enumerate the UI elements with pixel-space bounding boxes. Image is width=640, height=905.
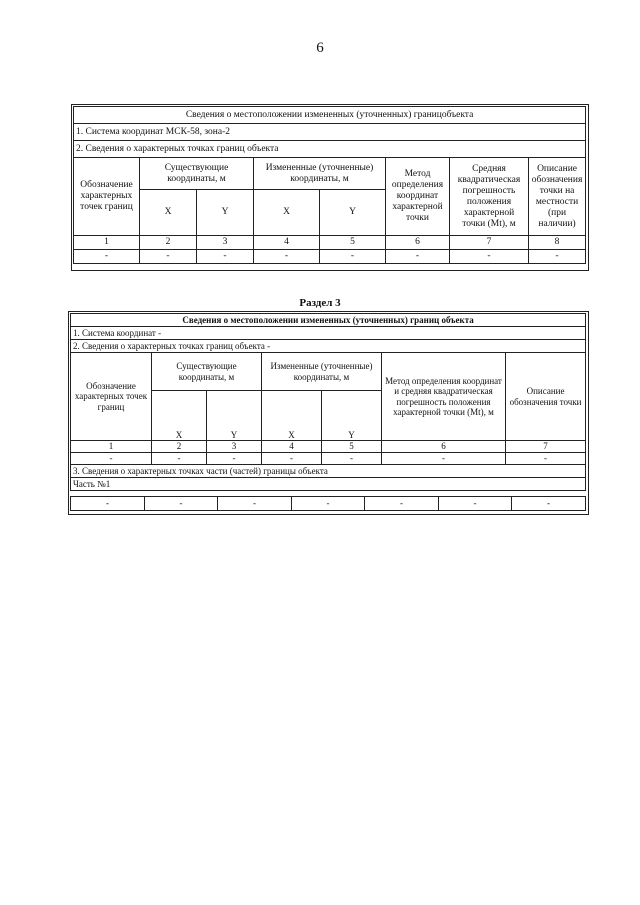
table2-cell: -: [71, 453, 152, 465]
table2-cell: -: [152, 453, 207, 465]
table2-part-cell: -: [439, 497, 512, 511]
table2-num: 6: [382, 441, 506, 453]
section-title: Раздел 3: [299, 297, 341, 309]
table1-num: 5: [320, 236, 386, 250]
table2-cell: -: [382, 453, 506, 465]
table1-cell: -: [74, 250, 140, 264]
table1-num: 3: [197, 236, 254, 250]
table2-row-parts: 3. Сведения о характерных точках части (частей) границы объекта: [71, 465, 586, 478]
table1-cell: -: [254, 250, 320, 264]
table1-header-changed: Измененные (уточненные) координаты, м: [254, 158, 386, 190]
table2-num: 2: [152, 441, 207, 453]
table2-header-designation: Обозначение характерных точек границ: [71, 353, 152, 441]
table2-title: Сведения о местоположении измененных (уточненных) границ объекта: [71, 314, 586, 327]
table2-part-cell: -: [145, 497, 218, 511]
table1-header-x-changed: X: [254, 190, 320, 236]
table2-row-coord-system: 1. Система координат -: [71, 327, 586, 340]
table1-header-description: Описание обозначения точки на местности (при наличии): [529, 158, 586, 236]
table2-num: 4: [262, 441, 322, 453]
table2-header-y-changed: Y: [322, 391, 382, 441]
table1-title: Сведения о местоположении измененных (уточненных) границобъекта: [74, 107, 586, 124]
table1-row-points: 2. Сведения о характерных точках границ объекта: [74, 141, 586, 158]
table1-num: 8: [529, 236, 586, 250]
table2-part-cell: -: [218, 497, 292, 511]
table1-cell: -: [140, 250, 197, 264]
table2-header-description: Описание обозначения точки: [506, 353, 586, 441]
table1-num: 1: [74, 236, 140, 250]
table2-header-existing: Существующие координаты, м: [152, 353, 262, 391]
table1-header-existing: Существующие координаты, м: [140, 158, 254, 190]
table2-row-part-label: Часть №1: [71, 478, 586, 491]
table1-num: 4: [254, 236, 320, 250]
table2-cell: -: [207, 453, 262, 465]
table2-num: 3: [207, 441, 262, 453]
table2-row-points: 2. Сведения о характерных точках границ объекта -: [71, 340, 586, 353]
table2-num: 5: [322, 441, 382, 453]
table2-header-x-existing: X: [152, 391, 207, 441]
table1-header-y-existing: Y: [197, 190, 254, 236]
table1-num: 6: [386, 236, 450, 250]
table2-header-method: Метод определения координат и средняя квадратическая погрешность положения характерной точки (Mt), м: [382, 353, 506, 441]
table2-num: 1: [71, 441, 152, 453]
table2-header-x-changed: X: [262, 391, 322, 441]
page-number: 6: [316, 40, 324, 56]
table2-cell: -: [262, 453, 322, 465]
table1-header-x-existing: X: [140, 190, 197, 236]
table1: [73, 106, 586, 264]
table1-cell: -: [386, 250, 450, 264]
table1-cell: -: [450, 250, 529, 264]
table2-header-y-existing: Y: [207, 391, 262, 441]
table2-part-cell: -: [292, 497, 365, 511]
table1-cell: -: [529, 250, 586, 264]
table1-num: 2: [140, 236, 197, 250]
table2-cell: -: [322, 453, 382, 465]
table2-part-cell: -: [71, 497, 145, 511]
table2-part-cell: -: [365, 497, 439, 511]
table1-row-coord-system: 1. Система координат МСК-58, зона-2: [74, 124, 586, 141]
table1-header-designation: Обозначение характерных точек границ: [74, 158, 140, 236]
table1-header-method: Метод определения координат характерной точки: [386, 158, 450, 236]
table2: [70, 313, 586, 491]
table2-part-cell: -: [512, 497, 586, 511]
table2-cell: -: [506, 453, 586, 465]
table2-num: 7: [506, 441, 586, 453]
table1-cell: -: [320, 250, 386, 264]
table1-cell: -: [197, 250, 254, 264]
table1-header-error: Средняя квадратическая погрешность положения характерной точки (Mt), м: [450, 158, 529, 236]
table2-header-changed: Измененные (уточненные) координаты, м: [262, 353, 382, 391]
table1-num: 7: [450, 236, 529, 250]
table1-header-y-changed: Y: [320, 190, 386, 236]
table2-part-rows: [70, 496, 586, 511]
